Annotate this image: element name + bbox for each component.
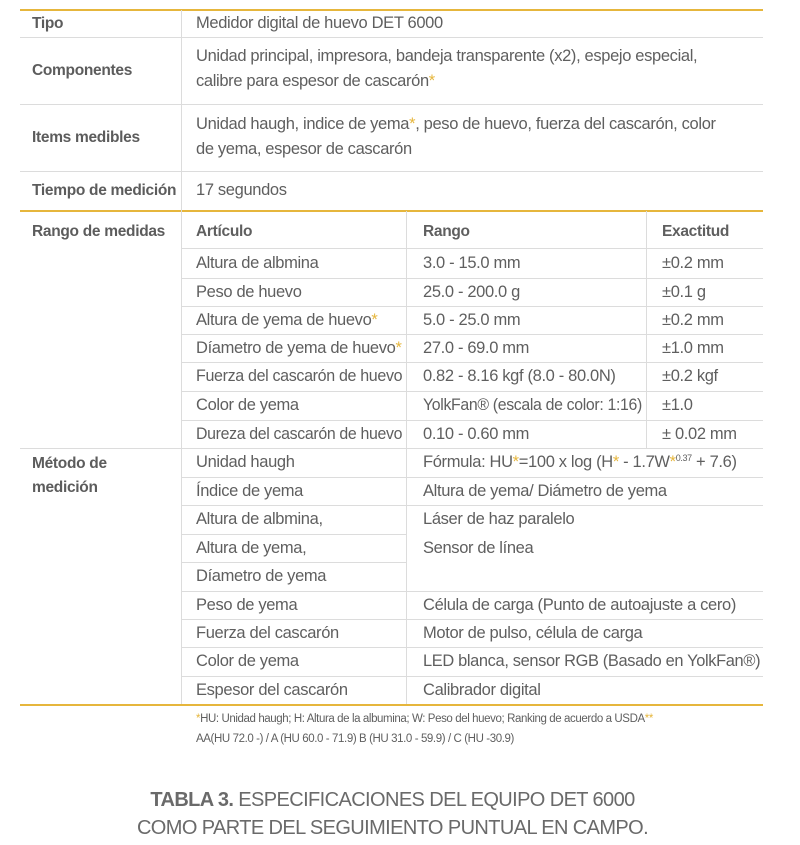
componentes-value-line2: calibre para espesor de cascarón* bbox=[196, 72, 435, 90]
haugh-formula: Fórmula: HU*=100 x log (H* - 1.7W*$^{0.37}$ + 7.6) bbox=[423, 453, 737, 471]
column-divider bbox=[406, 591, 407, 704]
rango-row-rango: 5.0 - 25.0 mm bbox=[423, 311, 521, 329]
row-divider bbox=[182, 591, 763, 592]
bottom-gold-rule bbox=[20, 704, 763, 706]
rango-row-articulo: Altura de albmina bbox=[196, 254, 319, 272]
metodo-row-articulo: Color de yema bbox=[196, 652, 299, 670]
footnote-star: * bbox=[409, 115, 416, 133]
row-divider bbox=[182, 619, 763, 620]
row-divider bbox=[20, 171, 763, 172]
tiempo-label: Tiempo de medición bbox=[32, 182, 177, 199]
metodo-row-articulo: Fuerza del cascarón bbox=[196, 624, 339, 642]
metodo-row-articulo: Díametro de yema bbox=[196, 567, 327, 585]
row-divider bbox=[182, 391, 763, 392]
metodo-row-articulo: Altura de yema, bbox=[196, 539, 307, 557]
exactitud-header: Exactitud bbox=[662, 223, 730, 240]
rango-row-exactitud: ±1.0 bbox=[662, 396, 693, 414]
footnote-star: * bbox=[612, 453, 619, 471]
row-divider bbox=[20, 37, 763, 38]
column-divider bbox=[181, 10, 182, 704]
metodo-row-metodo: Altura de yema/ Diámetro de yema bbox=[423, 482, 667, 500]
row-divider bbox=[182, 676, 763, 677]
rango-row-exactitud: ±0.2 mm bbox=[662, 311, 724, 329]
tipo-value: Medidor digital de huevo DET 6000 bbox=[196, 14, 443, 32]
row-divider bbox=[182, 562, 406, 563]
metodo-row-articulo: Unidad haugh bbox=[196, 453, 295, 471]
metodo-row-articulo: Altura de albmina, bbox=[196, 510, 323, 528]
metodo-label-line1: Método de bbox=[32, 455, 107, 472]
row-divider bbox=[182, 334, 763, 335]
row-divider bbox=[182, 505, 763, 506]
metodo-label-line2: medición bbox=[32, 479, 98, 496]
metodo-row-articulo: Peso de yema bbox=[196, 596, 298, 614]
rango-row-articulo: Díametro de yema de huevo* bbox=[196, 339, 402, 357]
metodo-row-metodo: Motor de pulso, célula de carga bbox=[423, 624, 643, 642]
componentes-label: Componentes bbox=[32, 62, 133, 79]
column-divider bbox=[406, 211, 407, 591]
formula-exponent: 0.37 bbox=[675, 453, 692, 463]
metodo-row-metodo: Célula de carga (Punto de autoajuste a cero) bbox=[423, 596, 736, 614]
row-divider bbox=[182, 306, 763, 307]
items-value-line1: Unidad haugh, indice de yema*, peso de huevo, fuerza del cascarón, color bbox=[196, 115, 716, 133]
rango-row-articulo: Fuerza del cascarón de huevo bbox=[196, 367, 403, 385]
rango-row-rango: 3.0 - 15.0 mm bbox=[423, 254, 521, 272]
articulo-header: Artículo bbox=[196, 223, 253, 240]
row-divider bbox=[182, 278, 763, 279]
footnote-star: * bbox=[428, 72, 435, 90]
tipo-label: Tipo bbox=[32, 15, 64, 32]
rango-row-articulo: Dureza del cascarón de huevo bbox=[196, 425, 403, 443]
footnote-line2: AA(HU 72.0 -) / A (HU 60.0 - 71.9) B (HU 31.0 - 59.9) / C (HU -30.9) bbox=[196, 733, 514, 745]
footnote-star: * bbox=[669, 453, 676, 471]
rango-row-exactitud: ±0.1 g bbox=[662, 283, 706, 301]
metodo-row-metodo: Láser de haz paralelo bbox=[423, 510, 575, 528]
rango-label: Rango de medidas bbox=[32, 223, 166, 240]
rango-row-exactitud: ±0.2 mm bbox=[662, 254, 724, 272]
table-caption-line2: COMO PARTE DEL SEGUIMIENTO PUNTUAL EN CAMPO. bbox=[136, 817, 649, 839]
row-divider bbox=[182, 362, 763, 363]
rango-header: Rango bbox=[423, 223, 470, 240]
rango-row-rango: 0.10 - 0.60 mm bbox=[423, 425, 530, 443]
row-divider bbox=[182, 420, 763, 421]
componentes-value-line1: Unidad principal, impresora, bandeja transparente (x2), espejo especial, bbox=[196, 47, 698, 65]
metodo-row-metodo: Calibrador digital bbox=[423, 681, 541, 699]
table-caption-line1: TABLA 3. ESPECIFICACIONES DEL EQUIPO DET 6000 bbox=[150, 789, 635, 811]
row-divider bbox=[182, 477, 763, 478]
footnote-star: * bbox=[395, 339, 402, 357]
metodo-row-articulo: Espesor del cascarón bbox=[196, 681, 348, 699]
row-divider bbox=[182, 647, 763, 648]
rango-row-articulo: Color de yema bbox=[196, 396, 299, 414]
row-divider bbox=[20, 104, 763, 105]
metodo-row-metodo: LED blanca, sensor RGB (Basado en YolkFan®) bbox=[423, 652, 761, 670]
rango-row-articulo: Peso de huevo bbox=[196, 283, 302, 301]
column-divider bbox=[646, 211, 647, 448]
items-value-line2: de yema, espesor de cascarón bbox=[196, 140, 412, 158]
rango-row-rango: 27.0 - 69.0 mm bbox=[423, 339, 530, 357]
tiempo-value: 17 segundos bbox=[196, 181, 287, 199]
footnote-star: * bbox=[371, 311, 378, 329]
rango-row-exactitud: ±1.0 mm bbox=[662, 339, 724, 357]
rango-row-rango: 25.0 - 200.0 g bbox=[423, 283, 520, 301]
metodo-row-metodo: Sensor de línea bbox=[423, 539, 534, 557]
metodo-row-articulo: Índice de yema bbox=[196, 482, 303, 500]
footnote-star: * bbox=[512, 453, 519, 471]
items-label: Items medibles bbox=[32, 129, 140, 146]
row-divider bbox=[182, 534, 406, 535]
row-divider bbox=[20, 448, 763, 449]
rango-row-exactitud: ± 0.02 mm bbox=[662, 425, 737, 443]
section-gold-rule bbox=[20, 210, 763, 212]
footnote-line1: *HU: Unidad haugh; H: Altura de la albumina; W: Peso del huevo; Ranking de acuerdo a USDA** bbox=[196, 713, 653, 725]
rango-row-exactitud: ±0.2 kgf bbox=[662, 367, 718, 385]
rango-row-rango: 0.82 - 8.16 kgf (8.0 - 80.0N) bbox=[423, 367, 616, 385]
caption-number: TABLA 3. bbox=[150, 789, 234, 811]
rango-row-rango: YolkFan® (escala de color: 1:16) bbox=[423, 396, 642, 414]
row-divider bbox=[182, 248, 763, 249]
rango-row-articulo: Altura de yema de huevo* bbox=[196, 311, 378, 329]
